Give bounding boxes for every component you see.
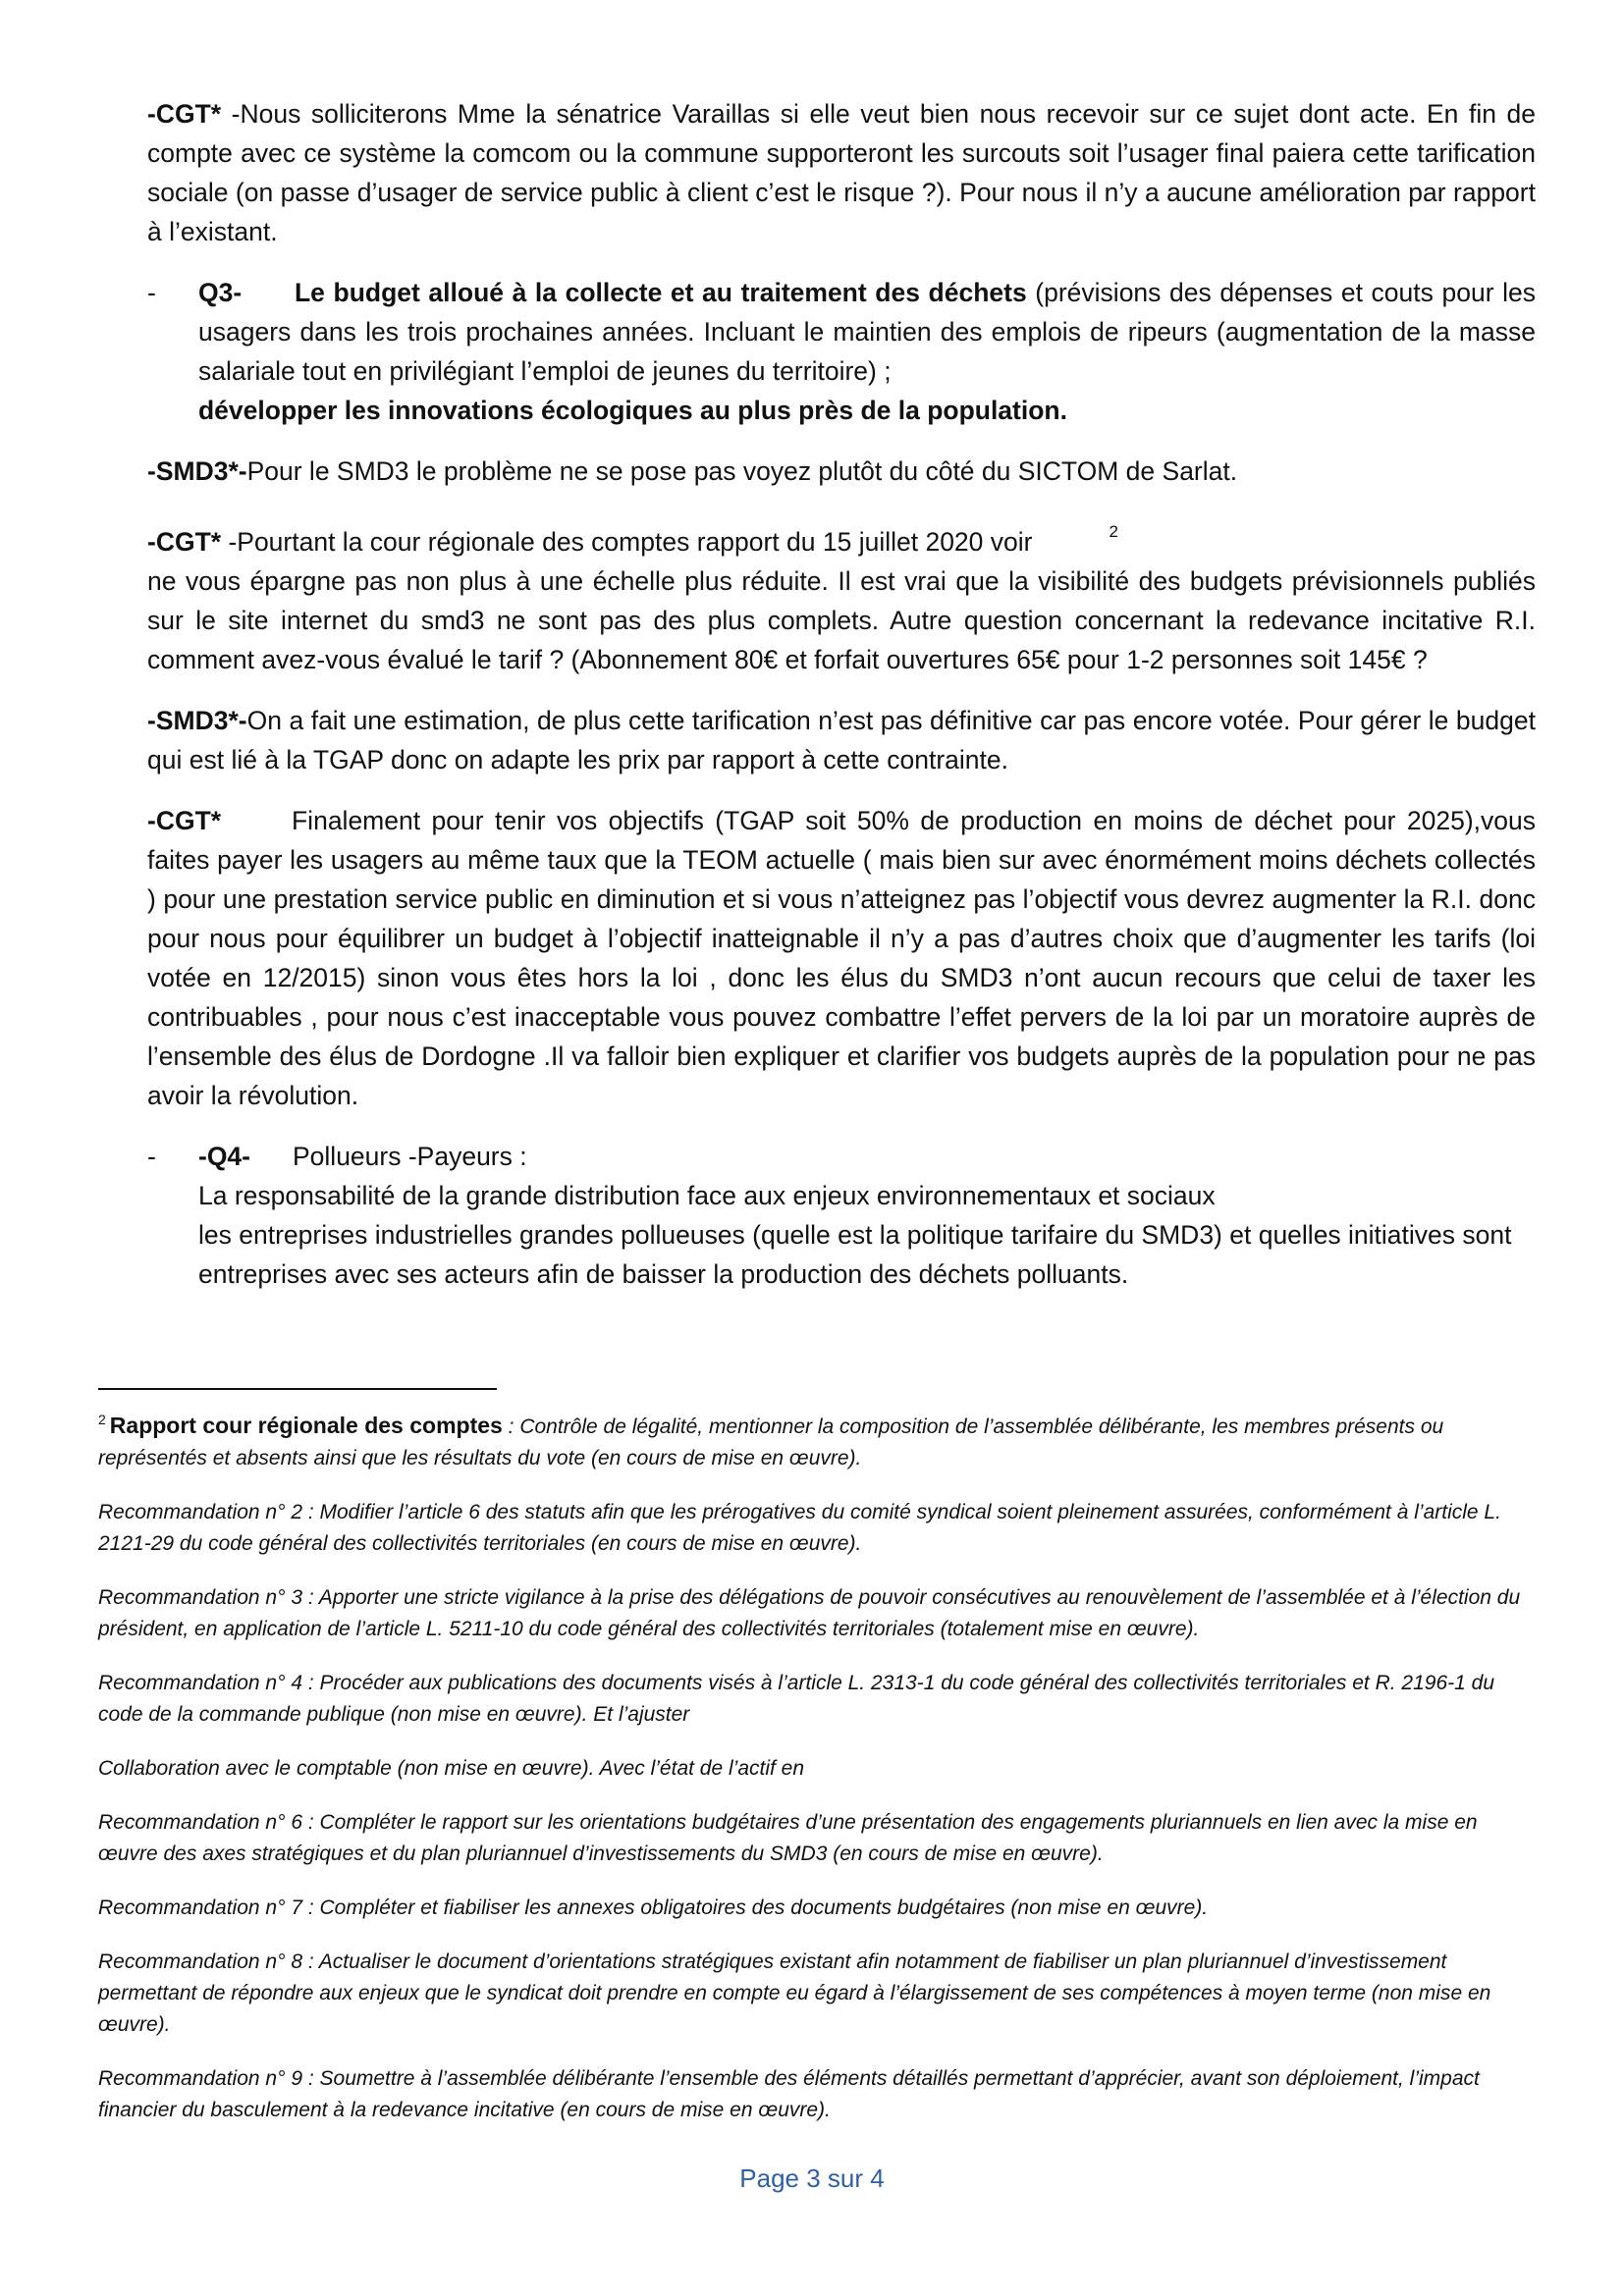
paragraph-cgt-2 <box>147 512 1536 679</box>
bullet-dash: - <box>147 1142 156 1171</box>
paragraph-text: -Pourtant la cour régionale des comptes rapport du 15 juillet 2020 voir <box>221 527 1033 557</box>
speaker-label: -CGT* <box>147 527 222 557</box>
question-label: Q3- <box>198 278 243 307</box>
page-number: Page 3 sur 4 <box>739 2163 885 2193</box>
speaker-label: -SMD3*- <box>147 706 247 735</box>
paragraph-text: Pour le SMD3 le problème ne se pose pas voyez plutôt du côté du SICTOM de Sarlat. <box>246 456 1238 486</box>
question-label: -Q4- <box>198 1142 250 1171</box>
recommendation-9: Recommandation n° 9 : Soumettre à l’assemblée délibérante l’ensemble des éléments détaillés permettant d’apprécier, avant son déploiement, l’impact financier du basculement à la redevance incitative (en cours de mise en œuvre). <box>98 2067 1480 2121</box>
speaker-label: -CGT* <box>147 99 222 129</box>
collaboration-note: Collaboration avec le comptable (non mise en œuvre). Avec l’état de l’actif en <box>98 1757 805 1780</box>
paragraph-cgt-3 <box>147 801 1536 1115</box>
footnotes <box>98 1404 1538 2149</box>
recommendation-3: Recommandation n° 3 : Apporter une stricte vigilance à la prise des délégations de pouvoir consécutives au renouvèlement de l’assemblée et à l’élection du président, en application de l’article L. 5211-10 du code général des collectivités territoriales (totalement mise en œuvre). <box>98 1586 1521 1640</box>
recommendation-4: Recommandation n° 4 : Procéder aux publications des documents visés à l’article L. 2313-1 du code général des collectivités territoriales et R. 2196-1 du code de la commande publique (non mise en œuvre). Et l’ajuster <box>98 1672 1495 1726</box>
question-q4 <box>147 1137 1536 1294</box>
bullet-dash: - <box>147 278 156 307</box>
paragraph-text: On a fait une estimation, de plus cette tarification n’est pas définitive car pas encore votée. Pour gérer le budget qui est lié à la TGAP donc on adapte les prix par rapport à cette contrainte. <box>147 706 1536 774</box>
recommendation-6: Recommandation n° 6 : Compléter le rapport sur les orientations budgétaires d’une présentation des engagements pluriannuels en lien avec la mise en œuvre des axes stratégiques et du plan pluriannuel d’investissements du SMD3 (en cours de mise en œuvre). <box>98 1811 1478 1865</box>
question-line: les entreprises industrielles grandes pollueuses (quelle est la politique tarifaire du SMD3) et quelles initiatives sont entreprises avec ses acteurs afin de baisser la production des déchets polluants. <box>198 1220 1512 1289</box>
footnote-text: : Contrôle de légalité, mentionner la composition de l’assemblée délibérante, les membres présents ou représentés et absents ainsi que les résultats du vote (en cours de mise en œuvre). <box>98 1415 1444 1469</box>
question-title: Le budget alloué à la collecte et au traitement des déchets <box>295 278 1027 307</box>
question-bold-line: développer les innovations écologiques au plus près de la population. <box>198 396 1067 425</box>
speaker-label: -CGT* <box>147 806 222 835</box>
paragraph-smd3-1 <box>147 452 1536 491</box>
speaker-label: -SMD3*- <box>147 456 247 486</box>
recommendation-7: Recommandation n° 7 : Compléter et fiabiliser les annexes obligatoires des documents budgétaires (non mise en œuvre). <box>98 1896 1209 1919</box>
recommendation-8: Recommandation n° 8 : Actualiser le document d’orientations stratégiques existant afin notamment de fiabiliser un plan pluriannuel d’investissement permettant de répondre aux enjeux que le syndicat doit prendre en compte eu égard à l’élargissement de ses compétences à moyen terme (non mise en œuvre). <box>98 1950 1491 2036</box>
footnote-number: 2 <box>98 1412 106 1427</box>
question-line: La responsabilité de la grande distribution face aux enjeux environnementaux et sociaux <box>198 1181 1216 1210</box>
footnote-reference[interactable]: 2 <box>1109 522 1118 541</box>
document-body <box>147 94 1536 1315</box>
footnote-separator <box>98 1388 497 1390</box>
question-q3 <box>147 273 1536 430</box>
footnote-heading: Rapport cour régionale des comptes <box>109 1413 503 1438</box>
paragraph-cgt-1 <box>147 94 1536 251</box>
paragraph-text: -Nous solliciterons Mme la sénatrice Varaillas si elle veut bien nous recevoir sur ce sujet dont acte. En fin de compte avec ce système la comcom ou la commune supporteront les surcouts soit l’usager final paiera cette tarification sociale (on passe d’usager de service public à client c’est le risque ?). Pour nous il n’y a aucune amélioration par rapport à l’existant. <box>147 99 1536 246</box>
footnote-2 <box>98 1404 1538 1474</box>
paragraph-smd3-2 <box>147 701 1536 779</box>
paragraph-text: Finalement pour tenir vos objectifs (TGAP soit 50% de production en moins de déchet pour 2025),vous faites payer les usagers au même taux que la TEOM actuelle ( mais bien sur avec énormément moins déchets collectés ) pour une prestation service public en diminution et si vous n’atteignez pas l’objectif vous devrez augmenter la R.I. donc pour nous pour équilibrer un budget à l’objectif inatteignable il n’y a pas d’autres choix que d’augmenter les tarifs (loi votée en 12/2015) sinon vous êtes hors la loi , donc les élus du SMD3 n’ont aucun recours que celui de taxer les contribuables , pour nous c’est inacceptable vous pouvez combattre l’effet pervers de la loi par un moratoire auprès de l’ensemble des élus de Dordogne .Il va falloir bien expliquer et clarifier vos budgets auprès de la population pour ne pas avoir la révolution. <box>147 806 1536 1110</box>
recommendation-2: Recommandation n° 2 : Modifier l’article 6 des statuts afin que les prérogatives du comité syndical soient pleinement assurées, conformément à l’article L. 2121-29 du code général des collectivités territoriales (en cours de mise en œuvre). <box>98 1501 1501 1555</box>
question-text: (prévisions des dépenses et couts pour les usagers dans les trois prochaines années. Incluant le maintien des emplois de ripeurs (augmentation de la masse salariale tout en privilégiant l’emploi de jeunes du territoire) ; <box>198 278 1536 386</box>
question-title: Pollueurs -Payeurs : <box>293 1142 527 1171</box>
paragraph-text-continued: ne vous épargne pas non plus à une échelle plus réduite. Il est vrai que la visibilité des budgets prévisionnels publiés sur le site internet du smd3 ne sont pas des plus complets. Autre question concernant la redevance incitative R.I. comment avez-vous évalué le tarif ? (Abonnement 80€ et forfait ouvertures 65€ pour 1-2 personnes soit 145€ ? <box>147 566 1536 674</box>
